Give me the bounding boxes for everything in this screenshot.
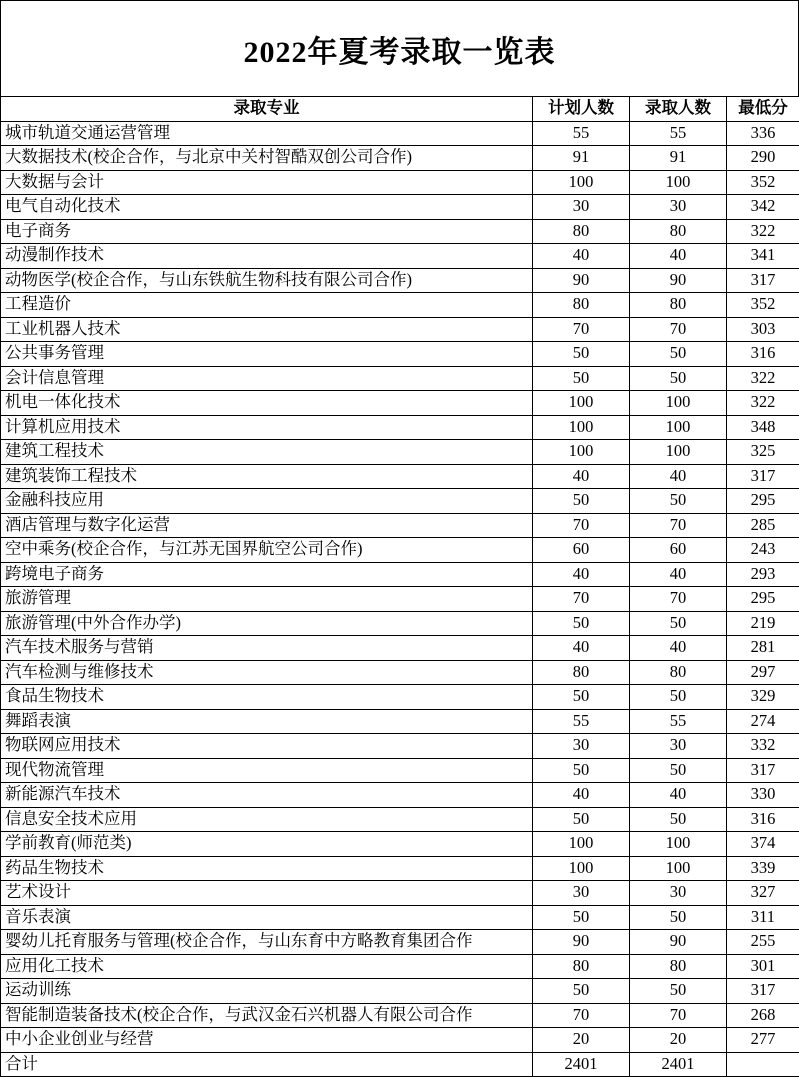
cell-major: 动物医学(校企合作，与山东铁航生物科技有限公司合作) <box>1 268 533 293</box>
cell-major: 建筑工程技术 <box>1 440 533 465</box>
cell-plan: 90 <box>533 930 630 955</box>
cell-plan: 80 <box>533 293 630 318</box>
cell-plan: 100 <box>533 391 630 416</box>
cell-min-score: 330 <box>727 783 799 808</box>
cell-plan: 40 <box>533 636 630 661</box>
cell-plan: 80 <box>533 660 630 685</box>
cell-major: 动漫制作技术 <box>1 244 533 269</box>
cell-admitted: 55 <box>630 709 727 734</box>
cell-plan: 40 <box>533 783 630 808</box>
cell-major: 大数据技术(校企合作，与北京中关村智酷双创公司合作) <box>1 146 533 171</box>
table-row <box>1 685 799 710</box>
cell-admitted: 50 <box>630 807 727 832</box>
cell-major: 电气自动化技术 <box>1 195 533 220</box>
table-row <box>1 905 799 930</box>
table-row <box>1 538 799 563</box>
cell-plan: 100 <box>533 856 630 881</box>
cell-min-score: 316 <box>727 807 799 832</box>
table-row <box>1 317 799 342</box>
cell-major: 信息安全技术应用 <box>1 807 533 832</box>
cell-min-score: 341 <box>727 244 799 269</box>
cell-plan: 50 <box>533 979 630 1004</box>
table-row <box>1 856 799 881</box>
cell-plan: 80 <box>533 954 630 979</box>
cell-min-score: 322 <box>727 391 799 416</box>
cell-major: 工业机器人技术 <box>1 317 533 342</box>
cell-plan: 50 <box>533 611 630 636</box>
cell-min-score: 219 <box>727 611 799 636</box>
cell-major: 大数据与会计 <box>1 170 533 195</box>
cell-major: 应用化工技术 <box>1 954 533 979</box>
cell-plan: 50 <box>533 342 630 367</box>
cell-admitted: 100 <box>630 440 727 465</box>
cell-major: 计算机应用技术 <box>1 415 533 440</box>
table-row <box>1 366 799 391</box>
table-row <box>1 930 799 955</box>
cell-major: 公共事务管理 <box>1 342 533 367</box>
cell-plan: 30 <box>533 195 630 220</box>
cell-plan: 55 <box>533 709 630 734</box>
cell-min-score: 342 <box>727 195 799 220</box>
cell-major: 机电一体化技术 <box>1 391 533 416</box>
table-row <box>1 954 799 979</box>
cell-admitted: 30 <box>630 195 727 220</box>
cell-admitted: 50 <box>630 342 727 367</box>
cell-plan: 30 <box>533 734 630 759</box>
cell-total-label: 合计 <box>1 1052 533 1077</box>
cell-plan: 40 <box>533 562 630 587</box>
cell-major: 学前教育(师范类) <box>1 832 533 857</box>
cell-major: 食品生物技术 <box>1 685 533 710</box>
cell-plan: 55 <box>533 121 630 146</box>
cell-plan: 100 <box>533 415 630 440</box>
cell-admitted: 20 <box>630 1028 727 1053</box>
cell-major: 会计信息管理 <box>1 366 533 391</box>
cell-major: 现代物流管理 <box>1 758 533 783</box>
cell-min-score: 352 <box>727 293 799 318</box>
cell-major: 音乐表演 <box>1 905 533 930</box>
cell-plan: 50 <box>533 366 630 391</box>
cell-plan: 100 <box>533 440 630 465</box>
cell-min-score: 295 <box>727 587 799 612</box>
cell-major: 新能源汽车技术 <box>1 783 533 808</box>
cell-admitted: 100 <box>630 170 727 195</box>
cell-major: 工程造价 <box>1 293 533 318</box>
cell-min-score: 255 <box>727 930 799 955</box>
cell-min-score: 301 <box>727 954 799 979</box>
cell-admitted: 90 <box>630 930 727 955</box>
cell-admitted: 70 <box>630 513 727 538</box>
cell-major: 中小企业创业与经营 <box>1 1028 533 1053</box>
column-header-min-score: 最低分 <box>727 97 799 122</box>
column-header-plan: 计划人数 <box>533 97 630 122</box>
table-body <box>1 121 799 1077</box>
cell-admitted: 100 <box>630 415 727 440</box>
cell-total-plan: 2401 <box>533 1052 630 1077</box>
cell-admitted: 40 <box>630 636 727 661</box>
table-header-row <box>1 97 799 122</box>
cell-major: 舞蹈表演 <box>1 709 533 734</box>
cell-major: 空中乘务(校企合作，与江苏无国界航空公司合作) <box>1 538 533 563</box>
cell-min-score: 293 <box>727 562 799 587</box>
cell-admitted: 55 <box>630 121 727 146</box>
cell-major: 运动训练 <box>1 979 533 1004</box>
cell-admitted: 40 <box>630 783 727 808</box>
cell-plan: 40 <box>533 244 630 269</box>
title-block <box>0 0 799 96</box>
cell-admitted: 80 <box>630 660 727 685</box>
table-row <box>1 244 799 269</box>
table-row <box>1 219 799 244</box>
cell-min-score: 348 <box>727 415 799 440</box>
table-row <box>1 1028 799 1053</box>
table-row <box>1 881 799 906</box>
cell-admitted: 40 <box>630 244 727 269</box>
cell-major: 金融科技应用 <box>1 489 533 514</box>
cell-min-score: 339 <box>727 856 799 881</box>
table-row <box>1 734 799 759</box>
cell-min-score: 329 <box>727 685 799 710</box>
cell-plan: 50 <box>533 758 630 783</box>
table-total-row <box>1 1052 799 1077</box>
cell-admitted: 50 <box>630 489 727 514</box>
cell-admitted: 100 <box>630 856 727 881</box>
cell-min-score: 317 <box>727 464 799 489</box>
cell-plan: 90 <box>533 268 630 293</box>
cell-min-score: 322 <box>727 219 799 244</box>
cell-plan: 50 <box>533 489 630 514</box>
cell-plan: 100 <box>533 170 630 195</box>
cell-admitted: 40 <box>630 562 727 587</box>
cell-admitted: 70 <box>630 587 727 612</box>
table-row <box>1 709 799 734</box>
table-row <box>1 636 799 661</box>
cell-min-score: 243 <box>727 538 799 563</box>
cell-major: 智能制造装备技术(校企合作，与武汉金石兴机器人有限公司合作 <box>1 1003 533 1028</box>
cell-plan: 20 <box>533 1028 630 1053</box>
cell-major: 旅游管理 <box>1 587 533 612</box>
cell-min-score: 327 <box>727 881 799 906</box>
table-row <box>1 1003 799 1028</box>
cell-min-score: 317 <box>727 979 799 1004</box>
cell-admitted: 50 <box>630 905 727 930</box>
cell-admitted: 50 <box>630 979 727 1004</box>
cell-plan: 70 <box>533 513 630 538</box>
cell-major: 酒店管理与数字化运营 <box>1 513 533 538</box>
table-row <box>1 170 799 195</box>
table-row <box>1 415 799 440</box>
cell-plan: 50 <box>533 905 630 930</box>
cell-admitted: 70 <box>630 317 727 342</box>
cell-min-score: 274 <box>727 709 799 734</box>
table-row <box>1 464 799 489</box>
cell-major: 电子商务 <box>1 219 533 244</box>
cell-admitted: 40 <box>630 464 727 489</box>
cell-major: 建筑装饰工程技术 <box>1 464 533 489</box>
cell-total-score <box>727 1052 799 1077</box>
cell-admitted: 50 <box>630 685 727 710</box>
cell-min-score: 317 <box>727 268 799 293</box>
cell-admitted: 30 <box>630 734 727 759</box>
cell-min-score: 303 <box>727 317 799 342</box>
cell-major: 艺术设计 <box>1 881 533 906</box>
column-header-major: 录取专业 <box>1 97 533 122</box>
cell-min-score: 268 <box>727 1003 799 1028</box>
table-row <box>1 832 799 857</box>
cell-plan: 50 <box>533 685 630 710</box>
cell-major: 汽车检测与维修技术 <box>1 660 533 685</box>
table-row <box>1 660 799 685</box>
cell-plan: 50 <box>533 807 630 832</box>
cell-major: 物联网应用技术 <box>1 734 533 759</box>
cell-admitted: 100 <box>630 832 727 857</box>
cell-min-score: 295 <box>727 489 799 514</box>
cell-plan: 60 <box>533 538 630 563</box>
cell-plan: 70 <box>533 1003 630 1028</box>
table-row <box>1 587 799 612</box>
cell-admitted: 91 <box>630 146 727 171</box>
cell-min-score: 317 <box>727 758 799 783</box>
cell-major: 跨境电子商务 <box>1 562 533 587</box>
cell-admitted: 90 <box>630 268 727 293</box>
cell-min-score: 332 <box>727 734 799 759</box>
column-header-admitted: 录取人数 <box>630 97 727 122</box>
cell-plan: 100 <box>533 832 630 857</box>
cell-admitted: 60 <box>630 538 727 563</box>
cell-min-score: 352 <box>727 170 799 195</box>
table-row <box>1 391 799 416</box>
cell-min-score: 374 <box>727 832 799 857</box>
cell-min-score: 281 <box>727 636 799 661</box>
cell-plan: 40 <box>533 464 630 489</box>
table-row <box>1 611 799 636</box>
cell-major: 汽车技术服务与营销 <box>1 636 533 661</box>
cell-min-score: 325 <box>727 440 799 465</box>
cell-min-score: 322 <box>727 366 799 391</box>
cell-admitted: 30 <box>630 881 727 906</box>
cell-admitted: 50 <box>630 611 727 636</box>
cell-plan: 80 <box>533 219 630 244</box>
table-row <box>1 513 799 538</box>
table-row <box>1 440 799 465</box>
cell-plan: 30 <box>533 881 630 906</box>
cell-plan: 70 <box>533 317 630 342</box>
cell-total-admitted: 2401 <box>630 1052 727 1077</box>
table-row <box>1 342 799 367</box>
cell-min-score: 316 <box>727 342 799 367</box>
table-row <box>1 121 799 146</box>
table-row <box>1 489 799 514</box>
table-row <box>1 979 799 1004</box>
cell-min-score: 290 <box>727 146 799 171</box>
table-row <box>1 783 799 808</box>
cell-admitted: 50 <box>630 758 727 783</box>
table-row <box>1 758 799 783</box>
cell-admitted: 50 <box>630 366 727 391</box>
cell-admitted: 100 <box>630 391 727 416</box>
cell-admitted: 70 <box>630 1003 727 1028</box>
cell-plan: 91 <box>533 146 630 171</box>
cell-plan: 70 <box>533 587 630 612</box>
table-row <box>1 195 799 220</box>
table-row <box>1 146 799 171</box>
cell-min-score: 285 <box>727 513 799 538</box>
cell-min-score: 297 <box>727 660 799 685</box>
cell-major: 婴幼儿托育服务与管理(校企合作，与山东育中方略教育集团合作 <box>1 930 533 955</box>
table-row <box>1 268 799 293</box>
table-row <box>1 293 799 318</box>
page-title: 2022年夏考录取一览表 <box>244 27 556 71</box>
cell-min-score: 336 <box>727 121 799 146</box>
cell-major: 旅游管理(中外合作办学) <box>1 611 533 636</box>
cell-min-score: 277 <box>727 1028 799 1053</box>
cell-admitted: 80 <box>630 293 727 318</box>
table-row <box>1 807 799 832</box>
cell-major: 药品生物技术 <box>1 856 533 881</box>
cell-admitted: 80 <box>630 954 727 979</box>
cell-admitted: 80 <box>630 219 727 244</box>
admission-table <box>0 96 799 1077</box>
table-row <box>1 562 799 587</box>
cell-min-score: 311 <box>727 905 799 930</box>
cell-major: 城市轨道交通运营管理 <box>1 121 533 146</box>
